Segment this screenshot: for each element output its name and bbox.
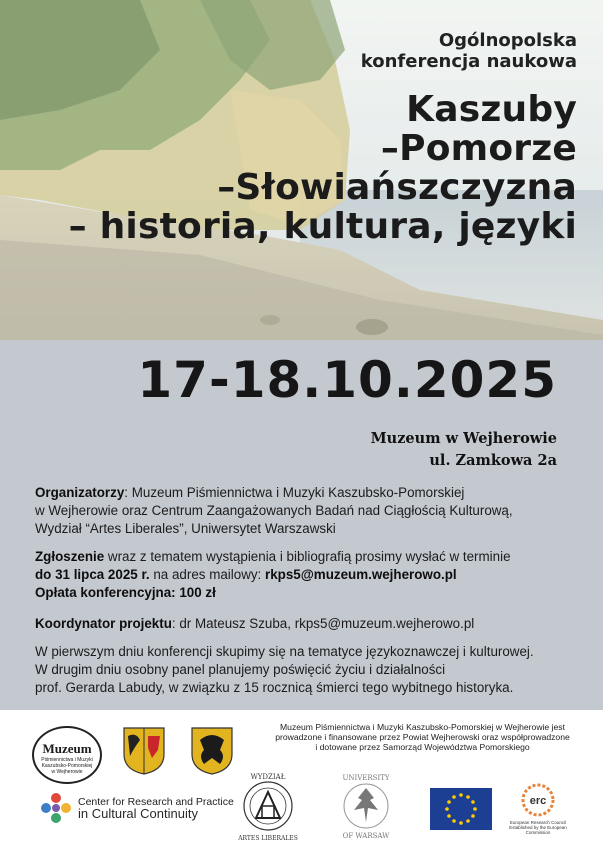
organizers-paragraph	[35, 484, 575, 502]
venue-address: ul. Zamkowa 2a	[429, 452, 557, 469]
title-line-2: –Pomorze	[380, 128, 577, 169]
application-mid-text: na adres mailowy:	[149, 567, 265, 582]
fee-text: Opłata konferencyjna: 100 zł	[35, 585, 216, 600]
university-of-warsaw-seal-icon	[330, 770, 402, 842]
museum-logo-line-1: Piśmiennictwa i Muzyki	[41, 757, 93, 763]
seal-al-top-text: WYDZIAŁ	[250, 773, 286, 781]
crpcc-line-1: Center for Research and Practice	[78, 796, 234, 808]
subtitle-line-2: konferencja naukowa	[360, 51, 577, 72]
erc-logo	[502, 782, 574, 842]
organizers-line-2: w Wejherowie oraz Centrum Zaangażowanych Badań nad Ciągłością Kulturową,	[35, 503, 513, 518]
eu-flag-icon	[430, 788, 492, 830]
hero-image	[0, 0, 603, 340]
wejherowo-county-crest-icon	[122, 726, 166, 776]
hero-text	[69, 30, 577, 246]
subtitle-line-1: Ogólnopolska	[438, 30, 577, 51]
info-text	[35, 484, 575, 697]
erc-text	[502, 820, 574, 835]
funding-line-3: i dotowane przez Samorząd Województwa Pomorskiego	[315, 742, 530, 752]
description-line-3: prof. Gerarda Labudy, w związku z 15 rocznicą śmierci tego wybitnego historyka.	[35, 680, 514, 695]
erc-abbr: erc	[529, 795, 547, 807]
crpcc-line-2: in Cultural Continuity	[78, 806, 198, 821]
crpcc-emblem-icon	[38, 790, 74, 826]
funding-note	[250, 722, 595, 752]
description-line-2: W drugim dniu osobny panel planujemy poświęcić życiu i działalności	[35, 662, 446, 677]
funding-line-1: Muzeum Piśmiennictwa i Muzyki Kaszubsko-Pomorskiej w Wejherowie jest	[280, 722, 565, 732]
seal-uw-top-text: UNIVERSITY	[342, 774, 390, 782]
funding-line-2: prowadzone i finansowane przez Powiat Wejherowski oraz współprowadzone	[275, 732, 570, 742]
seal-al-bottom-text: ARTES LIBERALES	[238, 835, 298, 842]
conference-title	[69, 90, 577, 246]
description-line-1: W pierwszym dniu konferencji skupimy się na tematyce językoznawczej i kulturowej.	[35, 644, 534, 659]
conference-fee	[35, 584, 575, 602]
application-paragraph	[35, 548, 575, 566]
erc-emblem-icon	[502, 782, 574, 818]
application-email[interactable]: rkps5@muzeum.wejherowo.pl	[265, 567, 457, 582]
coordinator-label: Koordynator projektu	[35, 616, 172, 631]
coordinator-text: : dr Mateusz Szuba, rkps5@muzeum.wejherowo.pl	[171, 616, 475, 631]
crpcc-text	[78, 796, 234, 820]
museum-logo-title: Muzeum	[42, 741, 92, 756]
conference-date: 17-18.10.2025	[137, 351, 557, 409]
erc-line-1: European Research Council	[509, 820, 567, 825]
application-label: Zgłoszenie	[35, 549, 105, 564]
application-line-1: wraz z tematem wystąpienia i bibliografią prosimy wysłać w terminie	[104, 549, 511, 564]
venue-name: Muzeum w Wejherowie	[370, 430, 557, 447]
organizers-line-3: Wydział “Artes Liberales”, Uniwersytet Warszawski	[35, 521, 336, 536]
museum-logo-line-2: Kaszubsko-Pomorskiej	[41, 763, 93, 769]
title-line-4: – historia, kultura, języki	[68, 206, 577, 247]
sponsors-footer	[0, 710, 603, 848]
venue	[371, 428, 557, 472]
application-line-2	[35, 566, 575, 584]
organizers-label: Organizatorzy	[35, 485, 125, 500]
seal-uw-bottom-text: OF WARSAW	[342, 832, 390, 840]
title-line-1: Kaszuby	[406, 89, 577, 130]
museum-logo-line-3: w Wejherowie	[51, 769, 83, 775]
pomorskie-voivodeship-crest-icon	[190, 726, 234, 776]
coordinator-paragraph	[35, 615, 575, 633]
erc-line-2: Established by the European Commission	[509, 825, 567, 835]
organizers-line-1: : Muzeum Piśmiennictwa i Muzyki Kaszubsko-Pomorskiej	[124, 485, 465, 500]
artes-liberales-seal-icon	[232, 770, 304, 842]
eu-stars-icon	[430, 788, 492, 830]
title-line-3: –Słowiańszczyzna	[217, 167, 577, 208]
application-deadline: do 31 lipca 2025 r.	[35, 567, 150, 582]
crpcc-logo	[38, 790, 234, 830]
museum-logo	[32, 726, 102, 784]
